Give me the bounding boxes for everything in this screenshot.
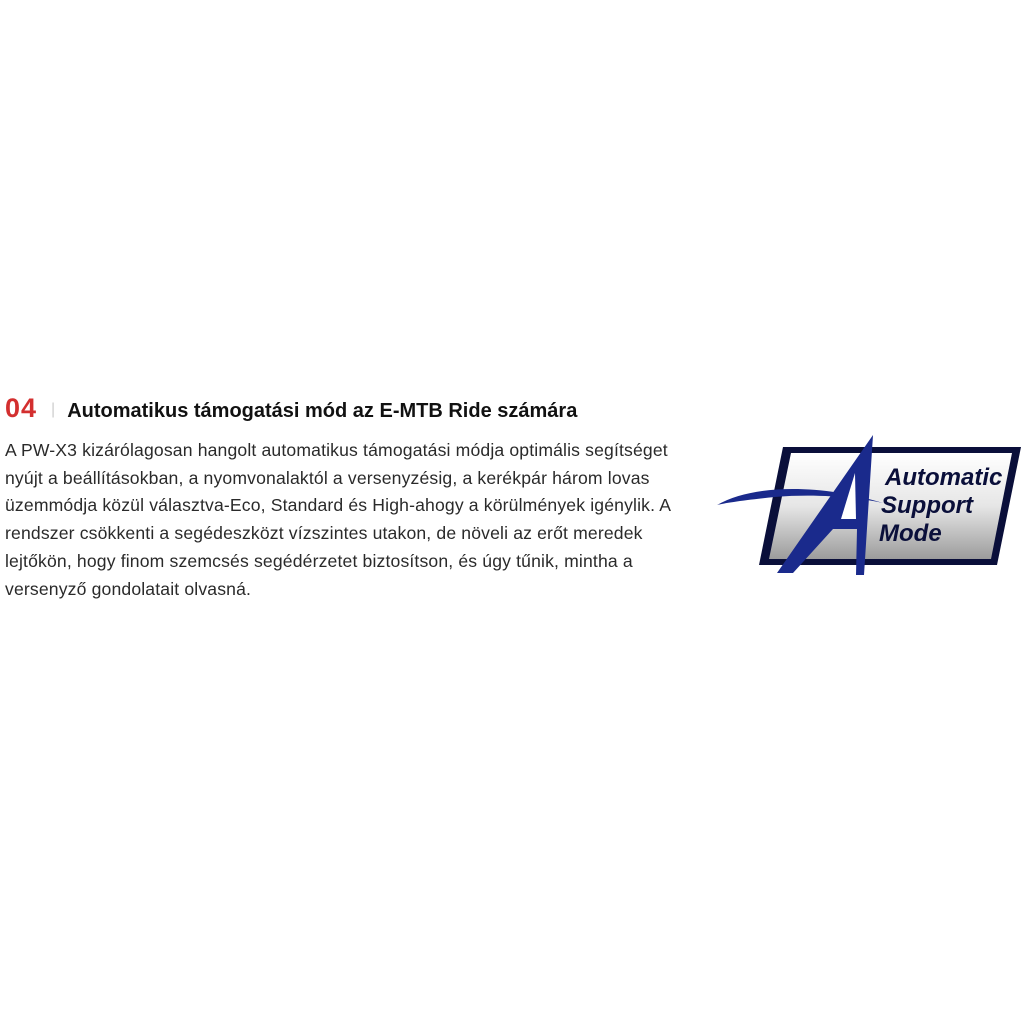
heading-separator: | [51,401,56,418]
badge-graphic [715,433,1024,623]
badge-line-1: Automatic [885,464,1003,491]
feature-title: Automatikus támogatási mód az E-MTB Ride számára [67,400,578,422]
automatic-support-mode-logo-icon [715,433,1024,623]
feature-section [5,393,1020,633]
feature-description: A PW-X3 kizárólagosan hangolt automatikus támogatási módja optimális segítséget nyújt a beállításokban, a nyomvonalaktól a versenyzésig, a kerékpár három lovas üzemmódja közül választva-Eco, Standard és High-ahogy a körülmények igénylik. A rendszer csökkenti a segédeszközt vízszintes utakon, de növeli az erőt meredek lejtőkön, hogy finom szemcsés segédérzetet biztosítson, és úgy tűnik, mintha a versenyző gondolatait olvasná. [5,440,671,599]
badge-line-3: Mode [879,520,942,547]
feature-number: 04 [5,393,38,423]
feature-heading [5,393,577,424]
badge-line-2: Support [881,492,973,519]
